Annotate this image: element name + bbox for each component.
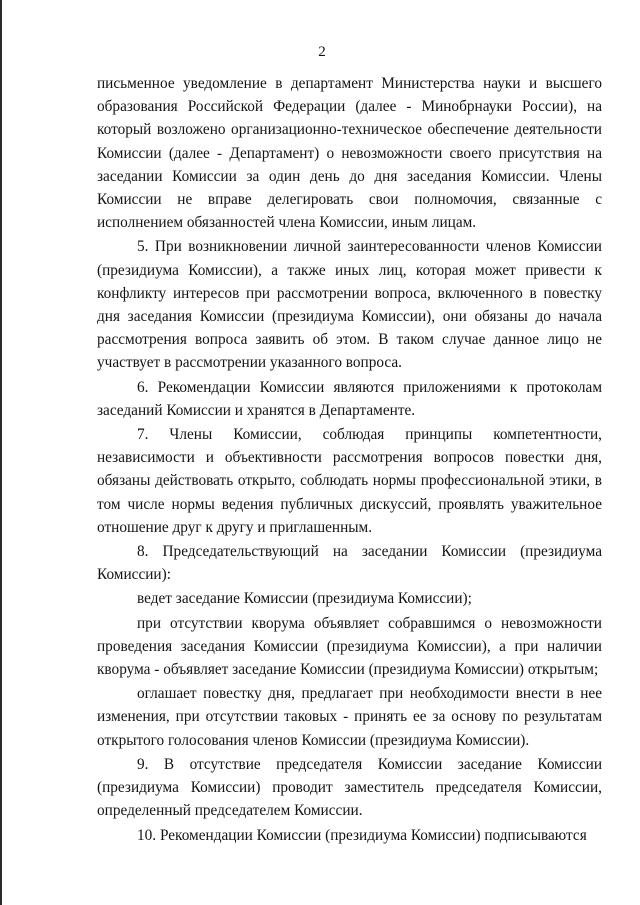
document-body (97, 72, 602, 847)
paragraph-7: 7. Члены Комиссии, соблюдая принципы компетентности, независимости и объективности рассмотрения вопросов повестки дня, обязаны действовать открыто, соблюдать нормы профессиональной этики, в том числе нормы ведения публичных дискуссий, проявлять уважительное отношение друг к другу и приглашенным. (97, 426, 602, 536)
paragraph-8-item-2: при отсутствии кворума объявляет собравшимся о невозможности проведения заседания Комиссии (президиума Комиссии), а при наличии кворума - объявляет заседание Комиссии (президиума Комиссии) открытым; (97, 614, 602, 679)
paragraph-8: 8. Председательствующий на заседании Комиссии (президиума Комиссии): (97, 543, 602, 584)
paragraph-6: 6. Рекомендации Комиссии являются приложениями к протоколам заседаний Комиссии и хранятся в Департаменте. (97, 378, 602, 419)
paragraph-8-item-1: ведет заседание Комиссии (президиума Комиссии); (137, 590, 472, 608)
page-number: 2 (318, 44, 326, 60)
paragraph-continuation: письменное уведомление в департамент Министерства науки и высшего образования Российской Федерации (далее - Минобрнауки России), на который возложено организационно-техническое обеспечение деятельности Комиссии (далее - Департамент) о невозможности своего присутствия на заседании Комиссии за один день до дня заседания Комиссии. Члены Комиссии не вправе делегировать свои полномочия, связанные с исполнением обязанностей члена Комиссии, иным лицам. (97, 75, 602, 232)
paragraph-5: 5. При возникновении личной заинтересованности членов Комиссии (президиума Комиссии), а также иных лиц, которая может привести к конфликту интересов при рассмотрении вопроса, включенного в повестку дня заседания Комиссии (президиума Комиссии), они обязаны до начала рассмотрения вопроса заявить об этом. В таком случае данное лицо не участвует в рассмотрении указанного вопроса. (97, 238, 602, 372)
paragraph-10: 10. Рекомендации Комиссии (президиума Комиссии) подписываются (137, 826, 587, 844)
paragraph-8-item-3: оглашает повестку дня, предлагает при необходимости внести в нее изменения, при отсутствии таковых - принять ее за основу по результатам открытого голосования членов Комиссии (президиума Комиссии). (97, 685, 602, 749)
paragraph-9: 9. В отсутствие председателя Комиссии заседание Комиссии (президиума Комиссии) проводит заместитель председателя Комиссии, определенный председателем Комиссии. (97, 755, 602, 820)
